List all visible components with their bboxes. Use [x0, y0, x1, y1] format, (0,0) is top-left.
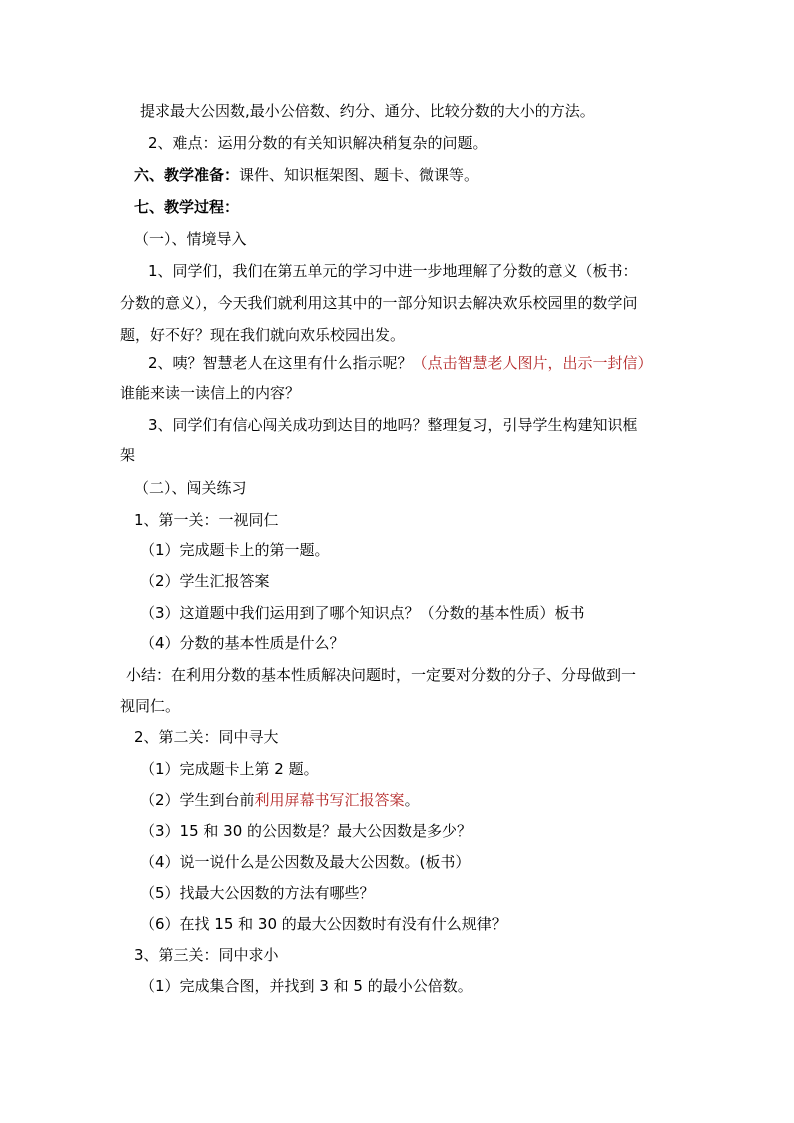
text-line: （5）找最大公因数的方法有哪些？	[140, 884, 375, 902]
text-line: 视同仁。	[120, 697, 181, 715]
text-line: 分数的意义），今天我们就利用这其中的一部分知识去解决欢乐校园里的数学问	[120, 294, 638, 312]
text-line: 1、同学们，我们在第五单元的学习中进一步地理解了分数的意义（板书：	[148, 262, 638, 280]
highlighted-text: （点击智慧老人图片，出示一封信）	[412, 354, 653, 372]
text-line: （4）分数的基本性质是什么？	[140, 634, 345, 652]
heading-text: 课件、知识框架图、题卡、微课等。	[239, 166, 480, 184]
text-line: （1）完成集合图，并找到 3 和 5 的最小公倍数。	[140, 977, 473, 995]
text-line: （2）学生汇报答案	[140, 572, 270, 590]
subsection-heading: （二）、闯关练习	[134, 479, 247, 497]
text-segment: 2、咦？智慧老人在这里有什么指示呢？	[148, 354, 413, 372]
text-segment: 。	[404, 791, 420, 809]
section-heading	[134, 165, 479, 185]
text-line: 题，好不好？现在我们就向欢乐校园出发。	[120, 326, 406, 344]
text-line: （3）15 和 30 的公因数是？最大公因数是多少？	[140, 822, 473, 840]
subsection-heading: （一）、情境导入	[134, 230, 247, 248]
text-line	[148, 353, 653, 373]
text-line: 2、难点：运用分数的有关知识解决稍复杂的问题。	[148, 134, 488, 152]
text-line: 小结：在利用分数的基本性质解决问题时，一定要对分数的分子、分母做到一	[126, 666, 637, 684]
text-line: 架	[120, 446, 136, 464]
text-line: （1）完成题卡上第 2 题。	[140, 760, 319, 778]
text-line: 3、第三关：同中求小	[134, 946, 279, 964]
text-line: 3、同学们有信心闯关成功到达目的地吗？整理复习，引导学生构建知识框	[148, 416, 638, 434]
text-line	[140, 790, 420, 810]
text-line: （6）在找 15 和 30 的最大公因数时有没有什么规律？	[140, 915, 507, 933]
text-line: （4）说一说什么是公因数及最大公因数。(板书）	[140, 853, 471, 871]
text-segment: （2）学生到台前	[140, 791, 255, 809]
text-line: 1、第一关：一视同仁	[134, 511, 279, 529]
heading-label: 六、教学准备：	[134, 166, 240, 184]
section-heading: 七、教学过程：	[134, 198, 240, 216]
text-line: 2、第二关：同中寻大	[134, 728, 279, 746]
text-line: （1）完成题卡上的第一题。	[140, 541, 330, 559]
highlighted-text: 利用屏幕书写汇报答案	[254, 791, 405, 809]
text-line: 谁能来读一读信上的内容？	[120, 384, 301, 402]
text-line: （3）这道题中我们运用到了哪个知识点？（分数的基本性质）板书	[140, 604, 585, 622]
text-line: 提求最大公因数,最小公倍数、约分、通分、比较分数的大小的方法。	[140, 102, 595, 120]
